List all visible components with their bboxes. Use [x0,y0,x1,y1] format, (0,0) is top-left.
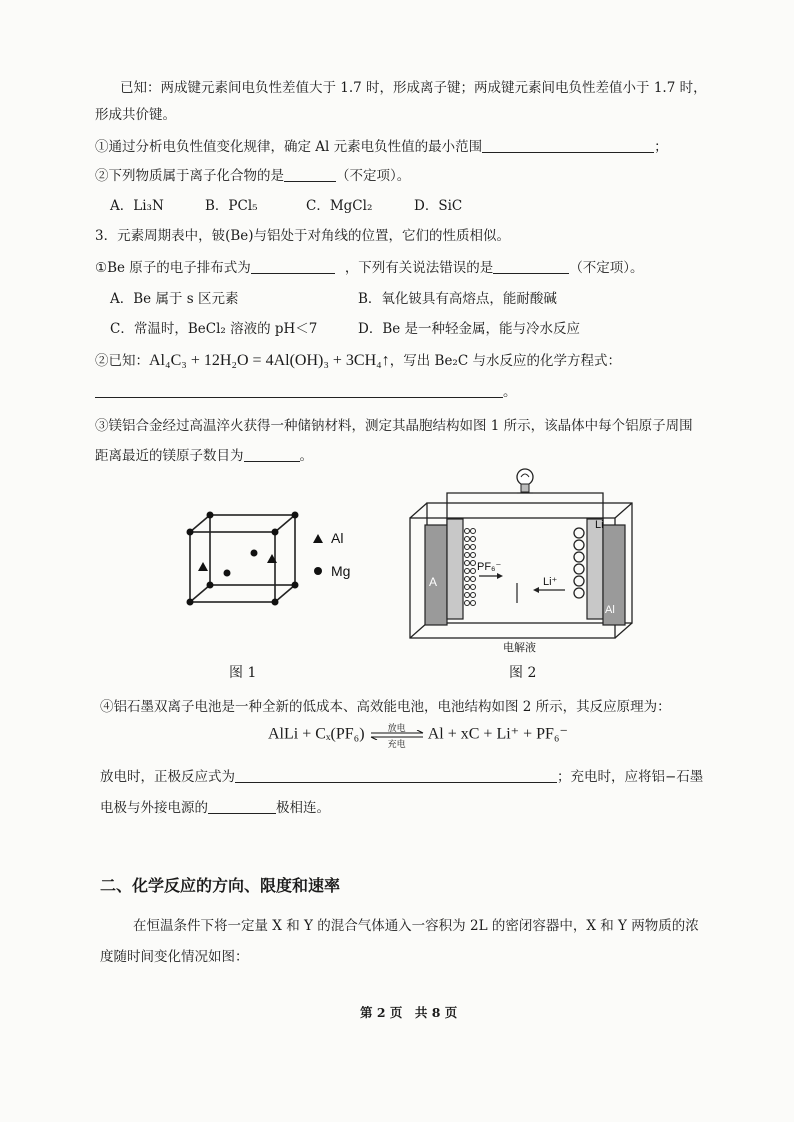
lithium-label: Li [595,519,604,531]
part-2-equation: Al₄C₃ + 12H₂O = 4Al(OH)₃ + 3CH₄↑ [149,352,390,369]
question-2 [95,164,410,184]
option-b: B．氧化铍具有高熔点，能耐酸碱 [358,291,557,307]
answer-blank[interactable] [208,799,276,814]
equation-right: Al + xC + Li⁺ + PF₆⁻ [427,725,568,743]
section-2-title: 二、化学反应的方向、限度和速率 [100,876,341,895]
section-2-paragraph-2: 度随时间变化情况如图： [100,949,249,965]
option-a: A．Be 属于 s 区元素 [110,291,239,307]
question-3-part-1 [95,256,644,276]
right-electrode-label: Al [605,604,615,616]
page-footer: 第 2 页 共 8 页 [360,1005,458,1020]
option-d: D．SiC [414,198,463,214]
part-2-end: 。 [503,384,517,400]
legend-al: Al [331,530,344,546]
answer-blank[interactable] [251,259,335,274]
part-4-text-d: 极相连。 [276,800,330,816]
electrolyte-label: 电解液 [503,641,536,654]
figure-1-caption: 图 1 [229,665,257,681]
option-c: C．常温时，BeCl₂ 溶液的 pH＜7 [110,321,318,337]
arrow-bottom-label: 充电 [387,739,406,749]
option-d: D．Be 是一种轻金属，能与冷水反应 [358,321,581,337]
answer-blank[interactable] [284,167,336,182]
option-c: C．MgCl₂ [306,198,373,214]
part-4-text-c: 电极与外接电源的 [100,800,208,816]
part-3-text: 距离最近的镁原子数目为 [95,448,244,464]
question-1-text: ①通过分析电负性值变化规律，确定 Al 元素电负性值的最小范围 [95,139,483,155]
question-3-part-4-q1 [100,765,703,785]
figure-2-battery [405,463,637,658]
part-1-text-b: ，下列有关说法错误的是 [344,260,494,276]
question-3-part-4-q2 [100,796,330,816]
question-3-part-3-line-2 [95,444,313,464]
answer-blank[interactable] [244,447,300,462]
part-2-text-b: ，写出 Be₂C 与水反应的化学方程式： [389,353,621,369]
option-b: B．PCl₅ [205,198,258,214]
answer-blank[interactable] [235,768,557,783]
question-3-part-2-answer [95,380,517,400]
question-3-part-3-line-1: ③镁铝合金经过高温淬火获得一种储钠材料，测定其晶胞结构如图 1 所示，该晶体中每个铝原子周围 [95,418,693,434]
part-4-text-b: ；充电时，应将铝−石墨 [557,769,704,785]
question-3-part-4: ④铝石墨双离子电池是一种全新的低成本、高效能电池，电池结构如图 2 所示，其反应原理为： [100,699,671,715]
figure-2-caption: 图 2 [509,665,537,681]
question-3-intro: 3．元素周期表中，铍(Be)与铝处于对角线的位置，它们的性质相似。 [95,228,511,244]
question-2-note: （不定项）。 [336,168,411,184]
part-1-text: ①Be 原子的电子排布式为 [95,260,251,276]
question-3-part-2 [95,349,621,370]
option-a: A．Li₃N [110,198,164,214]
question-2-text: ②下列物质属于离子化合物的是 [95,168,284,184]
part-3-end: 。 [299,448,313,464]
question-1 [95,135,668,155]
answer-blank[interactable] [95,383,503,398]
left-electrode-label: A [429,575,438,589]
answer-blank[interactable] [493,259,569,274]
known-line-2: 形成共价键。 [95,107,176,123]
lightbulb-icon [517,469,533,492]
arrow-top-label: 放电 [387,723,406,733]
reversible-arrow [369,722,425,748]
part-4-text: 放电时，正极反应式为 [100,769,235,785]
part-1-note: （不定项）。 [569,260,644,276]
part-2-text: ②已知： [95,353,149,369]
known-line-1: 已知：两成键元素间电负性差值大于 1.7 时，形成离子键；两成键元素间电负性差值小于 1.7 时， [120,80,707,96]
pf6-ion-label: PF₆⁻ [477,561,502,573]
legend-mg: Mg [331,563,351,579]
answer-blank[interactable] [482,138,654,153]
equation-left: AlLi + Cₓ(PF₆) [268,725,365,743]
battery-equation [268,722,568,748]
section-2-paragraph-1: 在恒温条件下将一定量 X 和 Y 的混合气体通入一容积为 2L 的密闭容器中，X 和 Y 两物质的浓 [133,918,699,934]
li-ion-label: Li⁺ [543,576,558,588]
question-1-end: ； [654,139,668,155]
figure-1-unit-cell [180,505,380,610]
